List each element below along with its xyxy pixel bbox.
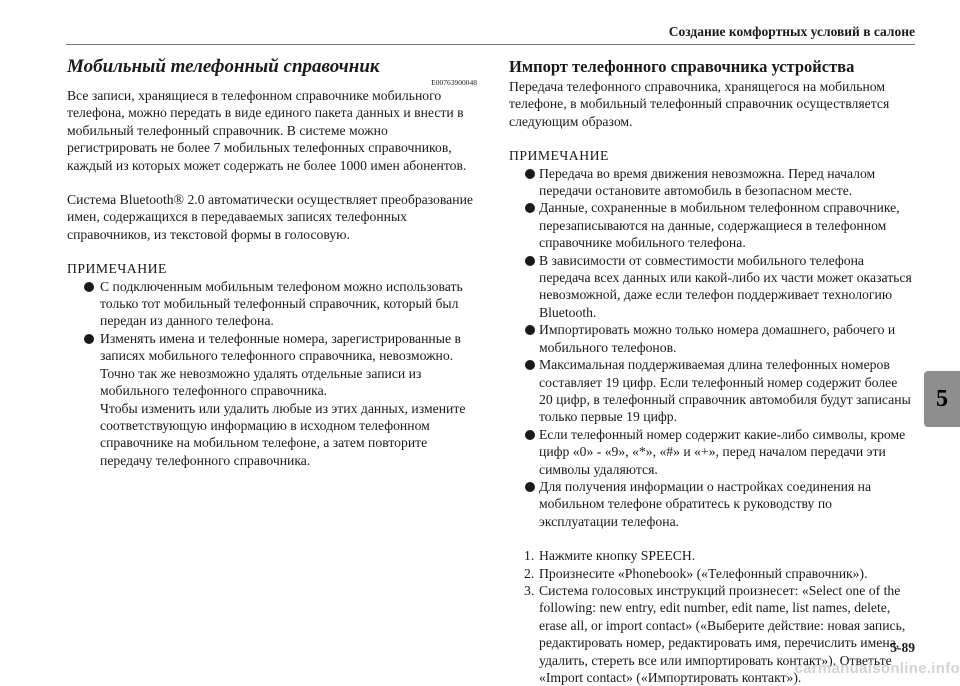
note-item [67,278,477,330]
note-text: Данные, сохраненные в мобильном телефонном справочнике, перезаписываются на данные, содержащиеся в телефонном справочнике мобильного телефона. [539,200,900,250]
watermark: carmanualsonline.info [795,660,960,677]
note-label: ПРИМЕЧАНИЕ [509,147,914,164]
note-item [509,321,914,356]
step-item [509,565,914,582]
right-column [509,52,914,686]
bullet-icon [525,169,535,179]
left-column [67,52,477,469]
note-item [509,356,914,426]
page-number: 5-89 [890,640,915,656]
step-text: Система голосовых инструкций произнесет: «Select one of the following: new entry, edit number, edit name, list names, delete, erase all, or import contact» («Выберите действие: новая запись, редактировать номер, редактировать имя, перечислить имена, удалить, стереть все или импортировать контакт»). Ответьте «Import contact» («Импортировать контакт»). [539,583,905,685]
chapter-tab [924,371,960,427]
note-text: Импортировать можно только номера домашнего, рабочего и мобильного телефонов. [539,322,895,354]
paragraph-intro: Все записи, хранящиеся в телефонном справочнике мобильного телефона, можно передать в виде единого пакета данных и внести в мобильный телефонный справочник. В системе можно регистрировать не более 7 мобильных телефонных справочников, каждый из которых может содержать не более 1000 имен абонентов. [67,87,477,174]
section-title-mobile-phonebook: Мобильный телефонный справочник [67,55,477,79]
note-text: В зависимости от совместимости мобильного телефона передача всех данных или какой-либо их части может оказаться невозможной, даже если телефон поддерживает технологию Bluetooth. [539,253,912,320]
note-list [509,165,914,531]
note-text: Изменять имена и телефонные номера, зарегистрированные в записях мобильного телефонного справочника, невозможно. Точно так же невозможно удалять отдельные записи из мобильного телефонного справочника. [100,331,461,398]
step-text: Нажмите кнопку SPEECH. [539,548,695,563]
step-number: 2. [524,565,534,582]
note-label: ПРИМЕЧАНИЕ [67,260,477,277]
note-text: Передача во время движения невозможна. Перед началом передачи остановите автомобиль в безопасном месте. [539,166,875,198]
note-item [67,330,477,469]
bullet-icon [525,430,535,440]
section-title-import-phonebook: Импорт телефонного справочника устройства [509,56,914,78]
note-text: Для получения информации о настройках соединения на мобильном телефоне обратитесь к руководству по эксплуатации телефона. [539,479,871,529]
note-item [509,426,914,478]
step-text: Произнесите «Phonebook» («Телефонный справочник»). [539,566,868,581]
note-item [509,252,914,322]
step-number: 3. [524,582,534,599]
paragraph-bluetooth: Система Bluetooth® 2.0 автоматически осуществляет преобразование имен, содержащихся в передаваемых записях телефонных справочников, из текстовой формы в голосовую. [67,191,477,243]
note-list [67,278,477,469]
bullet-icon [84,282,94,292]
section-code: E00763900048 [67,78,477,87]
bullet-icon [525,325,535,335]
note-text: Если телефонный номер содержит какие-либо символы, кроме цифр «0» - «9», «*», «#» и «+», перед началом передачи эти символы удаляются. [539,427,905,477]
note-text: Максимальная поддерживаемая длина телефонных номеров составляет 19 цифр. Если телефонный номер содержит более 20 цифр, в телефонный справочник автомобиля будут записаны только первые 19 цифр. [539,357,911,424]
note-item [509,478,914,530]
step-number: 1. [524,547,534,564]
step-item [509,547,914,564]
note-text-continued: Чтобы изменить или удалить любые из этих данных, измените соответствующую информацию в исходном телефонном справочнике на мобильном телефоне, а затем повторите передачу телефонного справочника. [100,400,477,470]
note-item [509,165,914,200]
bullet-icon [525,482,535,492]
bullet-icon [525,256,535,266]
header-divider [66,44,915,45]
chapter-number: 5 [936,386,948,413]
paragraph-import-intro: Передача телефонного справочника, хранящегося на мобильном телефоне, в мобильный телефонный справочник осуществляется следующим образом. [509,78,914,130]
bullet-icon [525,360,535,370]
note-text: С подключенным мобильным телефоном можно использовать только тот мобильный телефонный справочник, который был передан из данного телефона. [100,279,463,329]
bullet-icon [84,334,94,344]
note-item [509,199,914,251]
running-header-title: Создание комфортных условий в салоне [669,24,915,40]
bullet-icon [525,203,535,213]
